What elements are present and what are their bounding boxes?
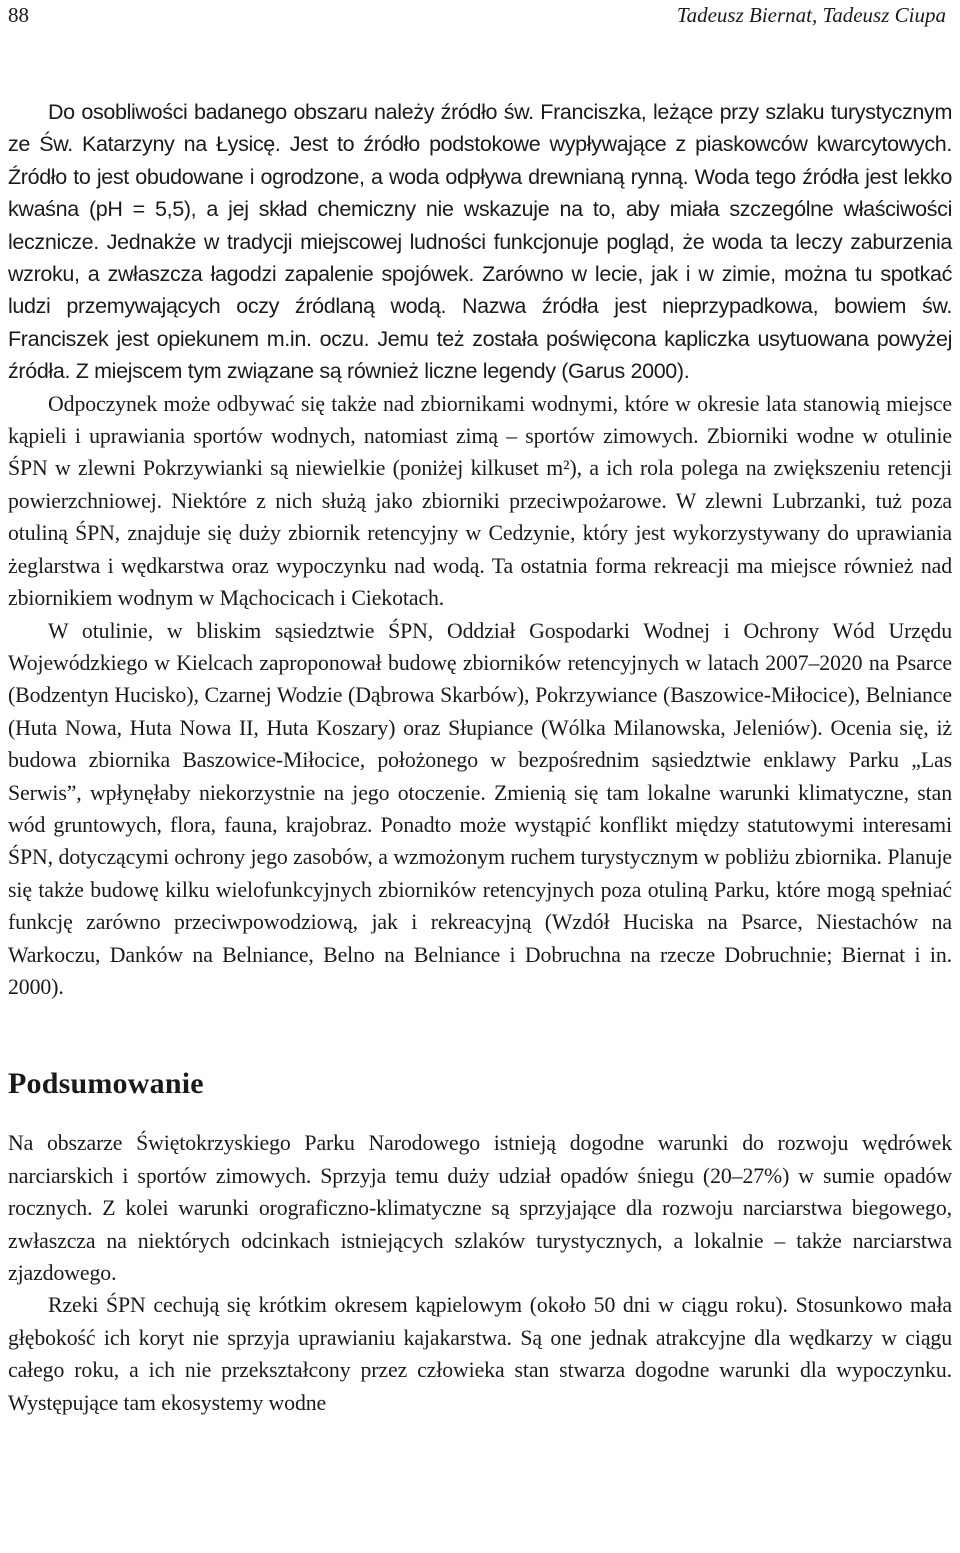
paragraph-water-reservoirs: Odpoczynek może odbywać się także nad zbiornikami wodnymi, które w okresie lata stanowią miejsce kąpieli i uprawiania sportów wodnych, natomiast zimą – sportów zimowych. Zbiorniki wodne w otulinie ŚPN w zlewni Pokrzywianki są niewielkie (poniżej kilkuset m²), a ich rola polega na zwiększeniu retencji powierzchniowej. Niektóre z nich służą jako zbiorniki przeciwpożarowe. W zlewni Lubrzanki, tuż poza otuliną ŚPN, znajduje się duży zbiornik retencyjny w Cedzynie, który jest wykorzystywany do uprawiania żeglarstwa i wędkarstwa oraz wypoczynku nad wodą. Ta ostatnia forma rekreacji ma miejsce również nad zbiornikiem wodnym w Mąchocicach i Ciekotach.	[8, 391, 952, 611]
document-page	[8, 0, 952, 1419]
paragraph-spring-st-francis: Do osobliwości badanego obszaru należy źródło św. Franciszka, leżące przy szlaku turystycznym ze Św. Katarzyny na Łysicę. Jest to źródło podstokowe wypływające z piaskowców kwarcytowych. Źródło to jest obudowane i ogrodzone, a woda odpływa drewnianą rynną. Woda tego źródła jest lekko kwaśna (pH = 5,5), a jej skład chemiczny nie wskazuje na to, aby miała szczególne właściwości lecznicze. Jednakże w tradycji miejscowej ludności funkcjonuje pogląd, że woda ta leczy zaburzenia wzroku, a zwłaszcza łagodzi zapalenie spojówek. Zarówno w lecie, jak i w zimie, można tu spotkać ludzi przemywających oczy źródlaną wodą. Nazwa źródła jest nieprzypadkowa, bowiem św. Franciszek jest opiekunem m.in. oczu. Jemu też została poświęcona kapliczka usytuowana powyżej źródła. Z miejscem tym związane są również liczne legendy (Garus 2000).	[8, 100, 952, 384]
section-heading-summary: Podsumowanie	[8, 1067, 204, 1101]
page-number: 88	[8, 3, 29, 27]
paragraph-planned-reservoirs: W otulinie, w bliskim sąsiedztwie ŚPN, Oddział Gospodarki Wodnej i Ochrony Wód Urzędu Wojewódzkiego w Kielcach zaproponował budowę zbiorników retencyjnych w latach 2007–2020 na Psarce (Bodzentyn Hucisko), Czarnej Wodzie (Dąbrowa Skarbów), Pokrzywiance (Baszowice-Miłocice), Belniance (Huta Nowa, Huta Nowa II, Huta Koszary) oraz Słupiance (Wólka Milanowska, Jeleniów). Ocenia się, iż budowa zbiornika Baszowice-Miłocice, położonego w bezpośrednim sąsiedztwie enklawy Parku „Las Serwis”, wpłynęłaby niekorzystnie na jego otoczenie. Zmienią się tam lokalne warunki klimatyczne, stan wód gruntowych, flora, fauna, krajobraz. Ponadto może wystąpić konflikt między statutowymi interesami ŚPN, dotyczącymi ochrony jego zasobów, a wzmożonym ruchem turystycznym w pobliżu zbiornika. Planuje się także budowę kilku wielofunkcyjnych zbiorników retencyjnych poza otuliną Parku, które mogą spełniać funkcję zarówno przeciwpowodziową, jak i rekreacyjną (Wzdół Huciska na Psarce, Niestachów na Warkoczu, Danków na Belniance, Belno na Belniance i Dobruchna na rzecze Dobruchnie; Biernat i in. 2000).	[8, 618, 952, 999]
paragraph-summary-skiing: Na obszarze Świętokrzyskiego Parku Narodowego istnieją dogodne warunki do rozwoju wędrówek narciarskich i sportów zimowych. Sprzyja temu duży udział opadów śniegu (20–27%) w sumie opadów rocznych. Z kolei warunki orograficzno-klimatyczne są sprzyjające dla rozwoju narciarstwa biegowego, zwłaszcza na niektórych odcinkach istniejących szlaków turystycznych, a lokalnie – także narciarstwa zjazdowego.	[8, 1131, 952, 1285]
paragraph-summary-rivers: Rzeki ŚPN cechują się krótkim okresem kąpielowym (około 50 dni w ciągu roku). Stosunkowo mała głębokość ich koryt nie sprzyja uprawianiu kajakarstwa. Są one jednak atrakcyjne dla wędkarzy w ciągu całego roku, a ich nie przekształcony przez człowieka stan stwarza dogodne warunki dla wypoczynku. Występujące tam ekosystemy wodne	[8, 1293, 952, 1415]
summary-body	[8, 1127, 952, 1419]
running-title-authors: Tadeusz Biernat, Tadeusz Ciupa	[676, 3, 946, 27]
running-header	[8, 0, 952, 30]
body-text	[8, 96, 952, 1003]
